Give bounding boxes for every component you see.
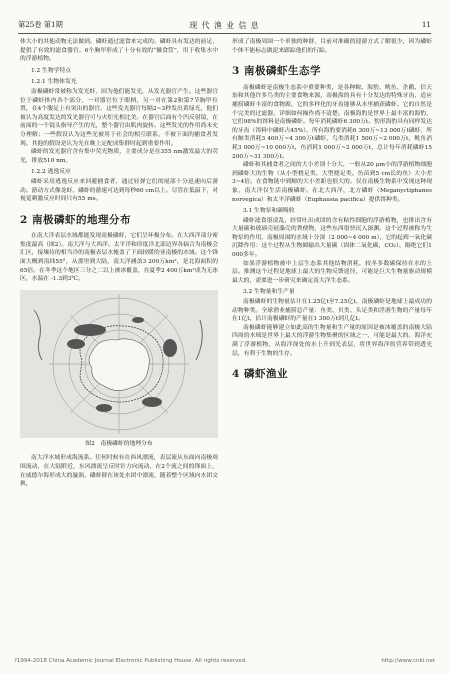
- paragraph: 磷虾滤食很凌乱，经常吐出成团的含有粘性细胞的浮游植物，也排出含有大量碳和玻璃壳硅藻壳的粪便物，这些东西很快沉入深渊。这个过程被称为生物泵的作用，南极周围的水域十分深（2 000~4 000 m），它的起到一氧化碳沉降作用：这个过程从生物圈输出大量碳（固体二氧化碳，CO₂），隔绝它们1 000多年。: [232, 217, 432, 259]
- section-heading-2: 2 南极磷虾的地理分布: [20, 213, 131, 226]
- footer-url: http://www.cnki.net: [381, 658, 435, 664]
- antarctic-map-graphic: [20, 290, 218, 438]
- copyright-notice: ?1994-2018 China Academic Journal Electronic Publishing House. All rights reserved.: [14, 658, 247, 664]
- krill-distribution-map: [20, 290, 218, 438]
- paragraph: 南极磷虾常被称为发光虾，因为他们能发光，从发光器官产生。这些器官位于磷虾体内各个部分，一对器官位于眼柄，另一对在第2和第7节胸甲位置，在4个腹足上有突出的器官。这些发光器官每隔2~3秒发出黄绿光，他们被认为高度发达的发光器官可与火炬光相比美。在器官后面有个凹反射镜，在前面的一个镜头指导产生的光，整个器官由肌肉旋转。这些发光的作用尚未充分理解；一些假设认为这些光被用于社会的相互联系，不被下面的捕食者发现。其他的假设是认为光在晚上定配成集群时起到重要作用。: [20, 88, 218, 147]
- paragraph: 体大小的其他动物无法做到。磷虾通过滤食来完成的。磷虾具有发达的前足，提供了有效的滤食器官。6个胸甲形成了十分有效的“摄食筐”，用于收集水中的浮游植物。: [20, 39, 218, 63]
- paragraph: 南极磷虾能够建立如此高的生物量和生产量的原因是被冰覆盖的南极大陆四周的水域是世界上最大的浮游生物集聚的区域之一，可能是最大的。海洋充满了浮游植物，从海洋深处的水上升到光表层，将世界海洋的营养带到透光层，有利于生物的生存。: [232, 324, 432, 357]
- paragraph: 如果浮游植物被中上层生态系其他结物消耗，较冬多数碳保持在水的上层。推测这个过程是地球上最大的生物反馈途径，可能是巨大生物量驱动规模最大的，需要进一步研究来确定南大洋生态系。: [232, 260, 432, 284]
- section-heading-3-2: 3.2 生物量和生产量: [243, 289, 295, 296]
- paragraph: 形成了南极周围一个单独的种群，目前对准确的迎游方式了解很少，因为磷虾个体不能标志做泥来跟踪他们的行踪。: [232, 39, 432, 54]
- right-column: [232, 38, 432, 387]
- journal-title: 现 代 渔 业 信 息: [189, 21, 260, 30]
- page-number: 11: [421, 20, 431, 29]
- section-heading-3: 3 南极磷虾生态学: [232, 65, 321, 78]
- section-heading-1-2: 1.2 生物学特点: [31, 67, 72, 74]
- figure-caption: 图2 南极磷虾的地理分布: [85, 440, 153, 447]
- header-rule: [18, 33, 431, 34]
- section-heading-4: 4 磷虾渔业: [232, 368, 288, 381]
- volume-issue: 第25卷 第1期: [18, 20, 63, 29]
- paragraph: 南极磷虾是南极生态系中重要种类，是各种鲸、海豹、鱿鱼、企鹅、信天翁和其他许多鸟类的主要食物来源，南极海的具有十分发达的特殊牙齿，适应捕捞磷虾丰富的食物源，它的多样化的牙齿能够从水里捕获磷虾。它的自然是个完美的过滤器，详细如何操作尚不清楚。南极海豹是世界上最丰富的海豹，它们98%的饵料是南极磷虾。每年消耗磷虾6 300万t。豹形海豹具有同样发达的牙齿（饵料中磷虾占45%），所有海豹要消耗6 300万~13 000万t磷虾，所有鲸类消耗3 400万~4 300万t磷虾，鸟类消耗1 500万~2 000万t，鱿鱼消耗3 000万~10 000万t，鱼消耗1 000万~2 000万t，总计每年消耗磷虾15 200万~31 300万t。: [232, 84, 432, 160]
- page-header: [18, 20, 431, 32]
- left-column: [20, 38, 218, 489]
- section-heading-1-2-1: 1.2.1 生物体发光: [31, 79, 77, 86]
- paragraph: 磷虾的发光器官含有集中荧光物质，主要成分是在355 nm激发最大的荧光，排放510 nm。: [20, 149, 218, 164]
- section-heading-3-1: 3.1 生物泵和碳吸收: [243, 208, 295, 215]
- section-heading-1-2-2: 1.2.2 逃逸反应: [31, 169, 71, 176]
- paragraph: 磷虾采用逃逸反应来回避捕食者，通过轻弹它们的尾部十分迅速向后游动。游动方式像龙虾，磷虾的游速可达到每秒60 cm以上。尽管在低温下，对视觉刺激反应时间只有55 ms。: [20, 178, 218, 203]
- page-footer: [0, 658, 449, 668]
- paragraph: 磷虾和其捕食者之间的大小差别十分大，一般从20 μm小的浮游植物细胞到磷虾大的生物（从小型桡足类、大型桡足类、鱼苗到5 cm长的鱼）大小差3~4倍。在食物链中到鲸的大小差距也很大的。仅在南极生物系中发现这种现象，南大洋仅生活南极磷虾。在北大西洋，北方磷虾（Meganyctiphanes norvegica）和太平洋磷虾（Euphausia pacifica）提供饵种类。: [232, 162, 432, 203]
- paragraph: 南极磷虾的生物量估计在1.25亿t至7.25亿t，南极磷虾是地球上最成功的动物种类。全球渔业捕捞总产量：鱼类、贝类、头足类和浮游生物的产量每年在1亿t，估计南极磷虾的产量在1 300万t到几亿t。: [232, 299, 432, 323]
- paragraph: 南大洋水域形成海流系。往何时候有在西风漂流，表层流从东面向南极周围流动，在大陆附近，东风漂流呈反时针方向流动，在2个流之间的锋面上，在威德尔海形成大的漩涡，磷虾群在该处水团中漂流，随着整个区域向水团交换，: [20, 455, 218, 488]
- paragraph: 在南大洋表层水域都能发现南极磷虾，它们呈环极分布。在大西洋部分密集度最高（图2）。南大洋与大西洋、太平洋和印度洋北部边界各辐合为南极会汇区，接壤待的相当冷的南极表层水掩盖了下面较暖的亚南极的水域。这个锋面大概到南纬55°，从那里到大陆，南大洋涵盖3 200万km²，是北海面积的65倍。在冬季这个地区三分之二以上被冰覆盖，在夏季2 400万km²成为无冰区，水温在 -1.3到3℃。: [20, 233, 218, 283]
